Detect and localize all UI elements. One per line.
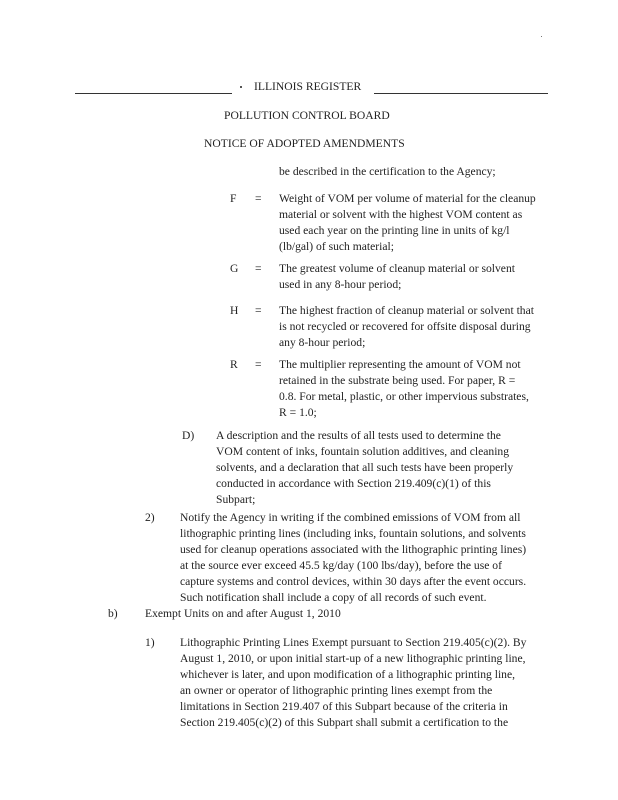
- definition-text-G: [279, 261, 515, 293]
- paragraph-line: used for cleanup operations associated with the lithographic printing lines): [180, 543, 527, 556]
- definition-var-F: F: [230, 192, 237, 205]
- definition-line: 0.8. For metal, plastic, or other impervious substrates,: [279, 390, 529, 403]
- definition-line: material or solvent with the highest VOM content as: [279, 208, 523, 221]
- definition-line: The multiplier representing the amount of VOM not: [279, 358, 521, 371]
- paragraph-line: whichever is later, and upon modification of a lithographic printing line,: [180, 668, 516, 681]
- item-D-text: [216, 428, 513, 508]
- header-rule-right: [374, 93, 548, 94]
- definition-text-R: [279, 357, 529, 421]
- definition-var-H: H: [230, 304, 239, 317]
- paragraph-line: an owner or operator of lithographic printing lines exempt from the: [180, 684, 493, 697]
- paragraph-line: Subpart;: [216, 493, 256, 506]
- definition-line: used in any 8-hour period;: [279, 278, 402, 291]
- notice-title: NOTICE OF ADOPTED AMENDMENTS: [204, 137, 405, 150]
- paragraph-line: capture systems and control devices, within 30 days after the event occurs.: [180, 575, 527, 588]
- definition-eq-F: =: [255, 192, 262, 205]
- paragraph-line: Notify the Agency in writing if the combined emissions of VOM from all: [180, 511, 521, 524]
- scan-speck: [541, 36, 542, 37]
- paragraph-line: at the source ever exceed 45.5 kg/day (100 lbs/day), before the use of: [180, 559, 502, 572]
- definition-text-F: [279, 191, 536, 255]
- definition-line: retained in the substrate being used. For paper, R =: [279, 374, 516, 387]
- definition-line: used each year on the printing line in units of kg/l: [279, 224, 510, 237]
- paragraph-line: conducted in accordance with Section 219.409(c)(1) of this: [216, 477, 491, 490]
- definition-eq-G: =: [255, 262, 262, 275]
- definition-line: R = 1.0;: [279, 406, 317, 419]
- paragraph-line: A description and the results of all tests used to determine the: [216, 429, 501, 442]
- item-2-label: 2): [145, 511, 155, 524]
- header-rule-left: [75, 93, 232, 94]
- definition-line: The highest fraction of cleanup material or solvent that: [279, 304, 534, 317]
- continuation-text: be described in the certification to the Agency;: [279, 165, 496, 178]
- paragraph-line: Section 219.405(c)(2) of this Subpart shall submit a certification to the: [180, 716, 509, 729]
- definition-line: any 8-hour period;: [279, 336, 366, 349]
- item-b-text: Exempt Units on and after August 1, 2010: [145, 607, 341, 620]
- definition-var-G: G: [230, 262, 239, 275]
- header-dot: [240, 86, 242, 88]
- definition-line: The greatest volume of cleanup material or solvent: [279, 262, 515, 275]
- paragraph-line: Such notification shall include a copy of all records of such event.: [180, 591, 487, 604]
- item-b-label: b): [108, 607, 118, 620]
- register-title: ILLINOIS REGISTER: [254, 80, 362, 93]
- paragraph-line: solvents, and a declaration that all such tests have been properly: [216, 461, 514, 474]
- item-1-text: [180, 635, 526, 731]
- definition-eq-H: =: [255, 304, 262, 317]
- paragraph-line: VOM content of inks, fountain solution additives, and cleaning: [216, 445, 510, 458]
- definition-line: (lb/gal) of such material;: [279, 240, 394, 253]
- item-D-label: D): [182, 429, 195, 442]
- item-2-text: [180, 510, 526, 606]
- paragraph-line: limitations in Section 219.407 of this Subpart because of the criteria in: [180, 700, 508, 713]
- item-1-label: 1): [145, 636, 155, 649]
- paragraph-line: August 1, 2010, or upon initial start-up of a new lithographic printing line,: [180, 652, 526, 665]
- board-name: POLLUTION CONTROL BOARD: [224, 109, 390, 122]
- definition-line: is not recycled or recovered for offsite disposal during: [279, 320, 531, 333]
- definition-text-H: [279, 303, 534, 351]
- paragraph-line: Lithographic Printing Lines Exempt pursuant to Section 219.405(c)(2). By: [180, 636, 527, 649]
- definition-line: Weight of VOM per volume of material for the cleanup: [279, 192, 536, 205]
- definition-var-R: R: [230, 358, 238, 371]
- definition-eq-R: =: [255, 358, 262, 371]
- paragraph-line: lithographic printing lines (including inks, fountain solutions, and solvents: [180, 527, 526, 540]
